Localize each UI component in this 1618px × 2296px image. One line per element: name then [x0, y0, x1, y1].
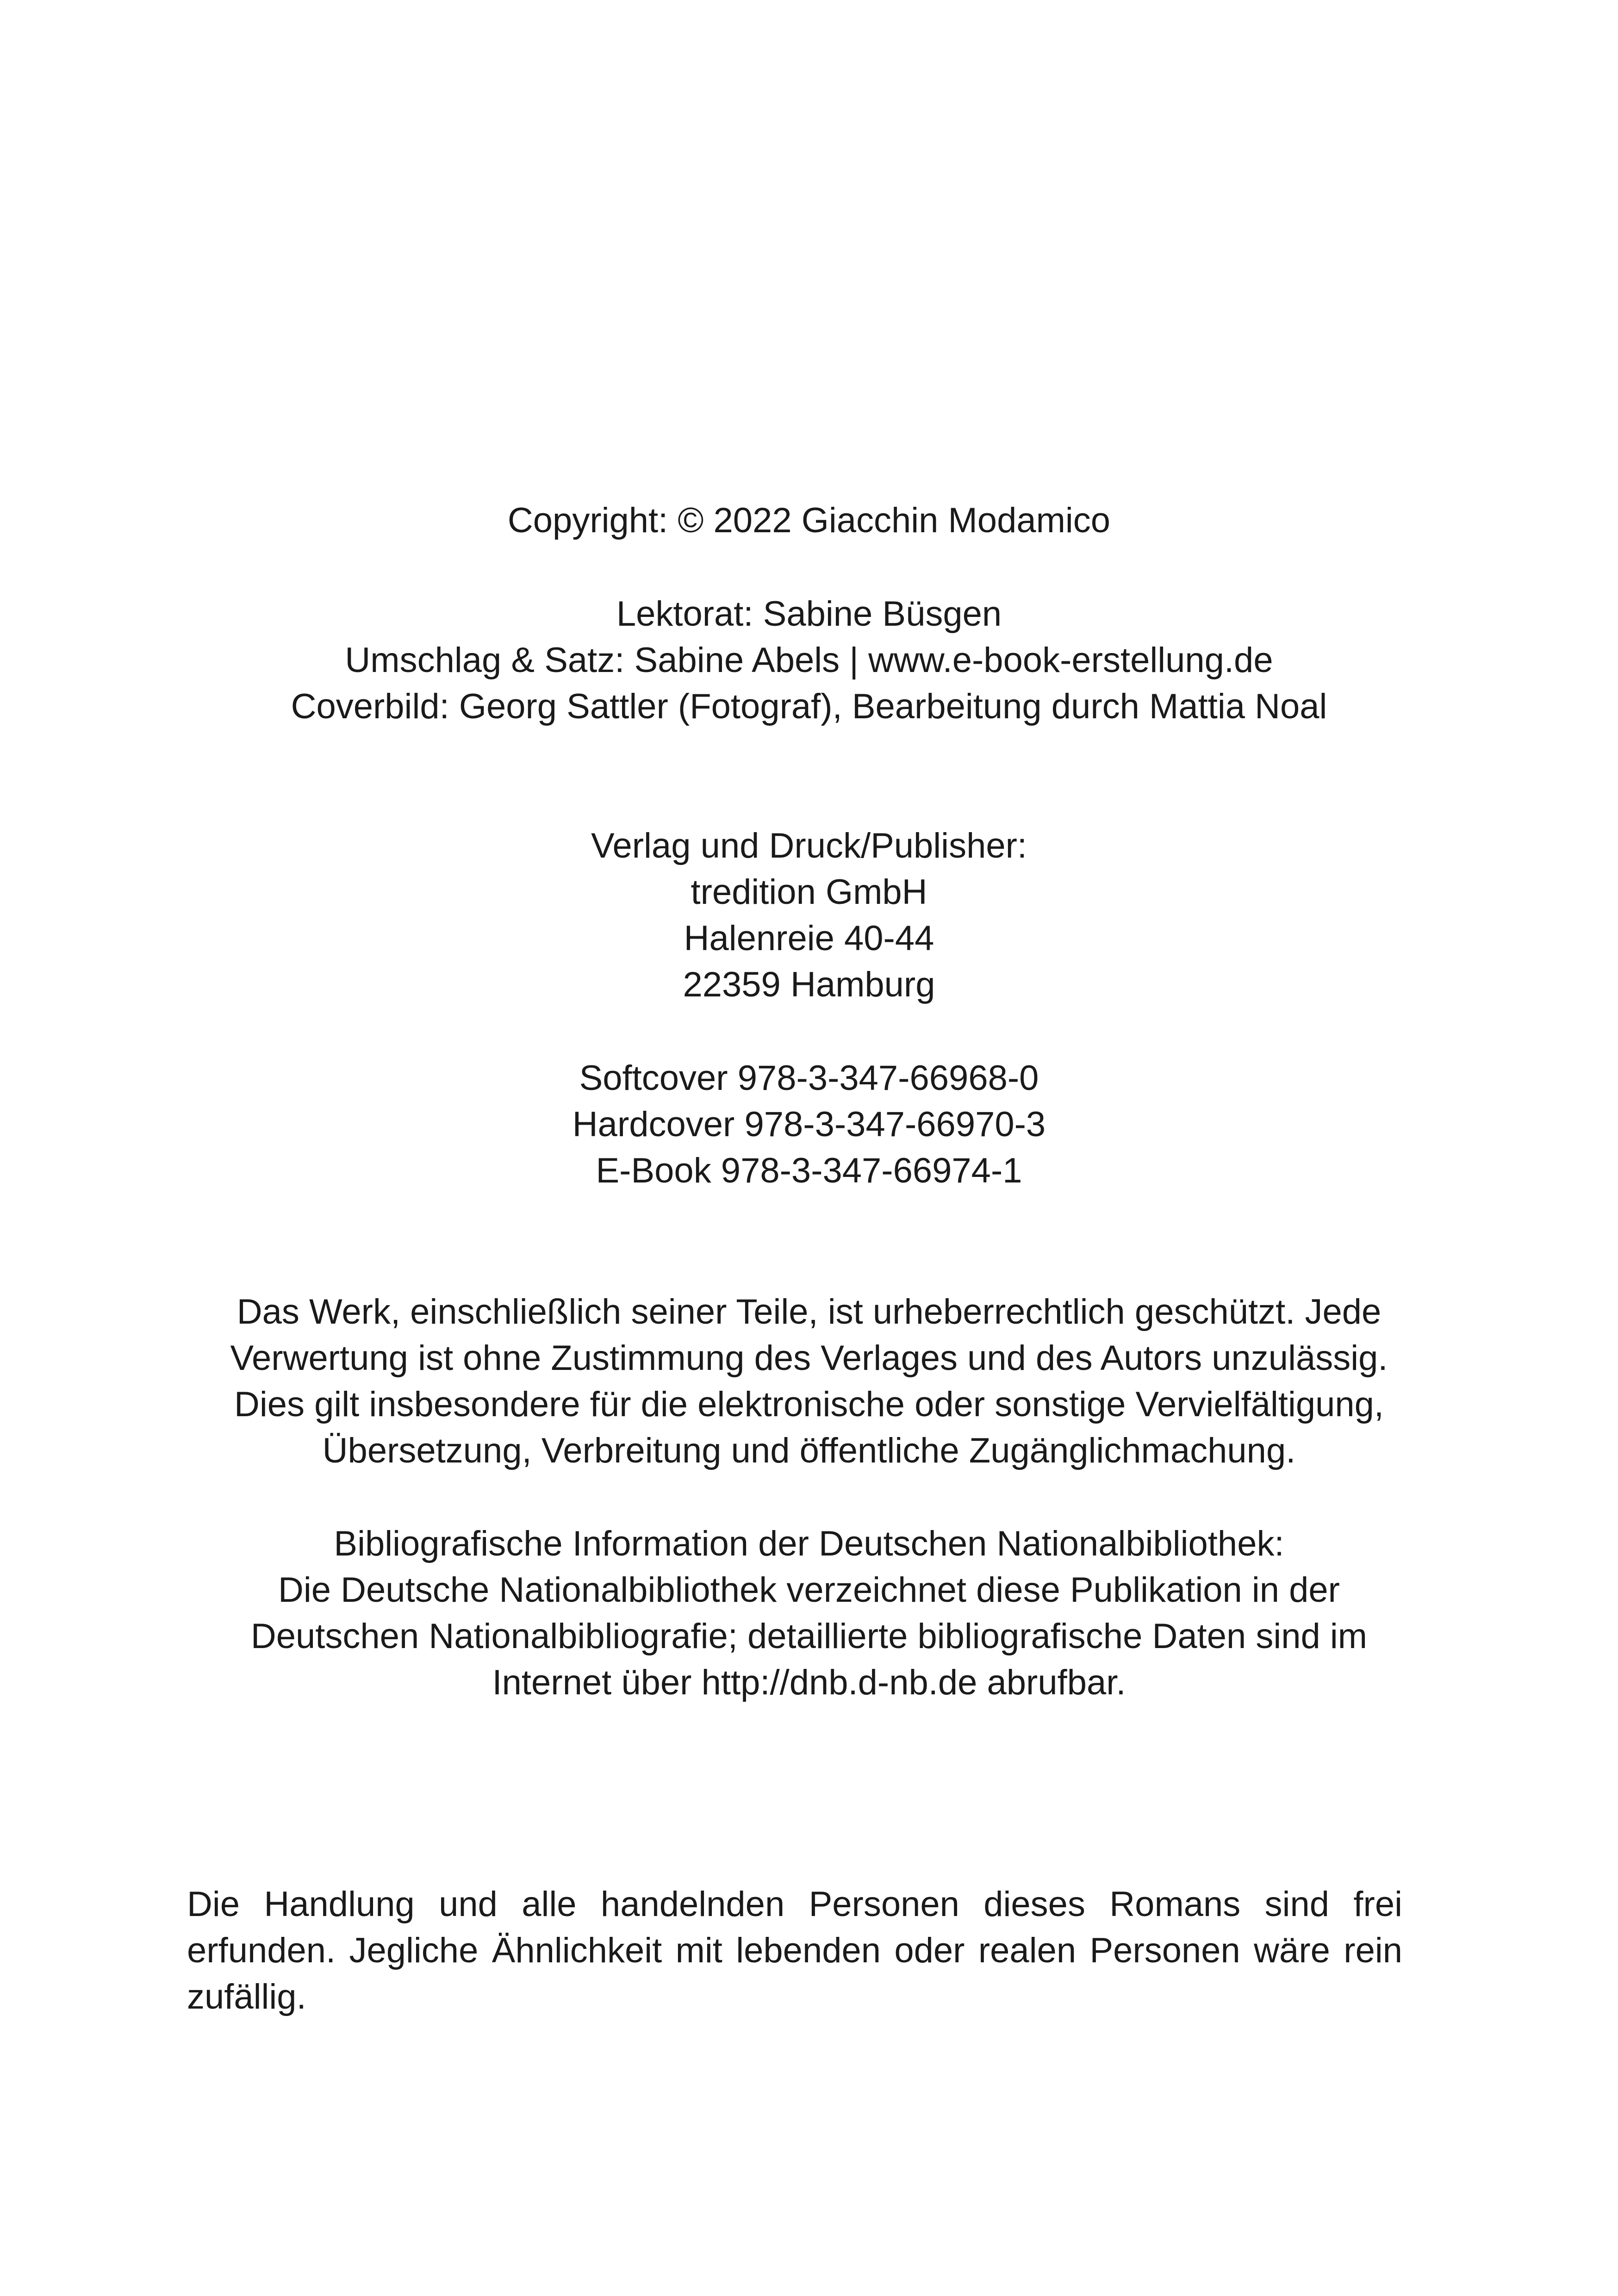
- dnb-line: Bibliografische Information der Deutschen Nationalbibliothek:: [334, 1524, 1284, 1563]
- publisher-street: Halenreie 40-44: [684, 919, 934, 958]
- dnb-line: Die Deutsche Nationalbibliothek verzeichnet diese Publikation in der: [278, 1570, 1340, 1610]
- rights-line: Übersetzung, Verbreitung und öffentliche Zugänglichmachung.: [322, 1431, 1296, 1470]
- credit-editor: Lektorat: Sabine Büsgen: [616, 594, 1002, 634]
- dnb-notice: [185, 1521, 1433, 1706]
- fiction-disclaimer: Die Handlung und alle handelnden Personen dieses Romans sind frei erfunden. Jegliche Ähnlichkeit mit lebenden oder realen Personen wäre rein zufällig.: [187, 1885, 1402, 2016]
- copyright-block: [185, 498, 1433, 544]
- copyright-line: Copyright: © 2022 Giacchin Modamico: [507, 501, 1111, 540]
- dnb-line: Deutschen Nationalbibliografie; detaillierte bibliografische Daten sind im: [250, 1617, 1368, 1656]
- isbn-hardcover: Hardcover 978-3-347-66970-3: [572, 1105, 1046, 1144]
- credits-block: [185, 591, 1433, 730]
- rights-line: Dies gilt insbesondere für die elektronische oder sonstige Vervielfältigung,: [234, 1385, 1384, 1424]
- publisher-city: 22359 Hamburg: [683, 965, 935, 1004]
- publisher-heading: Verlag und Druck/Publisher:: [591, 826, 1027, 865]
- dnb-line: Internet über http://dnb.d-nb.de abrufbar.: [492, 1663, 1126, 1702]
- credit-cover-layout: Umschlag & Satz: Sabine Abels | www.e-book-erstellung.de: [345, 641, 1273, 680]
- isbn-ebook: E-Book 978-3-347-66974-1: [596, 1151, 1022, 1190]
- isbn-block: [185, 1055, 1433, 1194]
- rights-notice: [185, 1289, 1433, 1474]
- rights-line: Das Werk, einschließlich seiner Teile, ist urheberrechtlich geschützt. Jede: [236, 1292, 1382, 1332]
- credit-cover-image: Coverbild: Georg Sattler (Fotograf), Bearbeitung durch Mattia Noal: [291, 687, 1327, 726]
- publisher-block: [185, 823, 1433, 1008]
- rights-line: Verwertung ist ohne Zustimmung des Verlages und des Autors unzulässig.: [230, 1338, 1388, 1378]
- publisher-name: tredition GmbH: [691, 872, 927, 912]
- isbn-softcover: Softcover 978-3-347-66968-0: [579, 1058, 1039, 1098]
